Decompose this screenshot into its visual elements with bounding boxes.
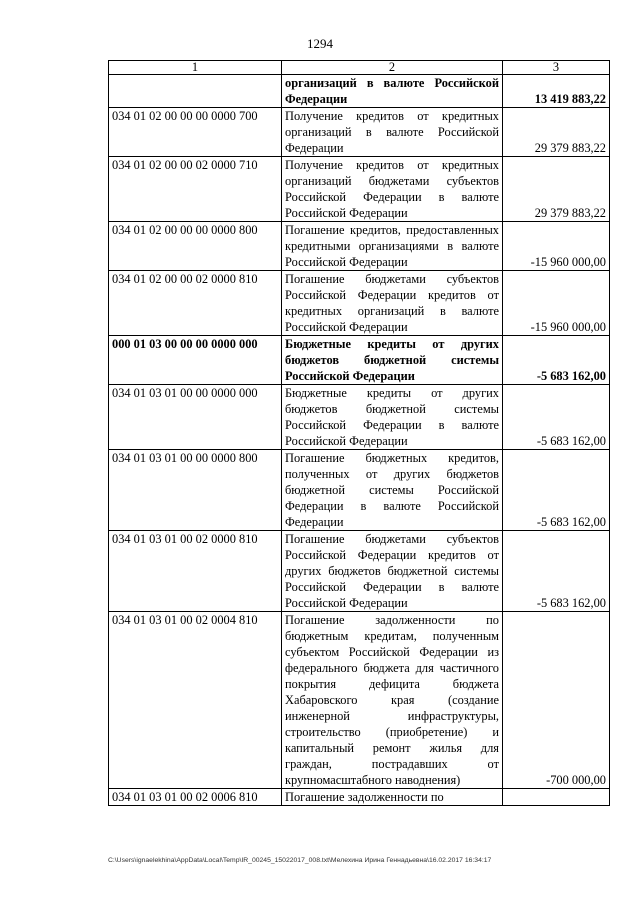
- budget-table: [108, 60, 610, 806]
- table-row: [109, 222, 610, 271]
- row-amount: 13 419 883,22: [503, 75, 610, 108]
- row-amount: -700 000,00: [503, 612, 610, 789]
- table-row: [109, 450, 610, 531]
- row-code: 000 01 03 00 00 00 0000 000: [109, 336, 282, 385]
- row-name: Погашение бюджетами субъектов Российской Федерации кредитов от кредитных организаций в валюте Российской Федерации: [282, 271, 503, 336]
- row-amount: 29 379 883,22: [503, 157, 610, 222]
- table-row: [109, 108, 610, 157]
- row-name: организаций в валюте Российской Федерации: [282, 75, 503, 108]
- row-amount: [503, 789, 610, 806]
- header-col-2: 2: [282, 61, 503, 75]
- row-code: 034 01 03 01 00 02 0004 810: [109, 612, 282, 789]
- row-amount: -15 960 000,00: [503, 222, 610, 271]
- row-name: Погашение бюджетами субъектов Российской Федерации кредитов от других бюджетов бюджетной системы Российской Федерации в валюте Российской Федерации: [282, 531, 503, 612]
- row-amount: -5 683 162,00: [503, 531, 610, 612]
- row-code: 034 01 03 01 00 00 0000 800: [109, 450, 282, 531]
- row-code: 034 01 02 00 00 00 0000 700: [109, 108, 282, 157]
- row-name: Погашение задолженности по бюджетным кредитам, полученным субъектом Российской Федерации из федерального бюджета для частичного покрытия дефицита бюджета Хабаровского края (создание инженерной инфраструктуры, строительство (приобретение) и капитальный ремонт жилья для граждан, пострадавших от крупномасштабного наводнения): [282, 612, 503, 789]
- row-code: 034 01 03 01 00 00 0000 000: [109, 385, 282, 450]
- row-name: Бюджетные кредиты от других бюджетов бюджетной системы Российской Федерации в валюте Российской Федерации: [282, 385, 503, 450]
- row-amount: -5 683 162,00: [503, 450, 610, 531]
- row-name: Погашение бюджетных кредитов, полученных от других бюджетов бюджетной системы Российской Федерации в валюте Российской Федерации: [282, 450, 503, 531]
- table-row: [109, 157, 610, 222]
- row-code: 034 01 02 00 00 00 0000 800: [109, 222, 282, 271]
- row-name: Погашение кредитов, предоставленных кредитными организациями в валюте Российской Федерации: [282, 222, 503, 271]
- page-number: 1294: [307, 36, 333, 51]
- row-amount: -5 683 162,00: [503, 385, 610, 450]
- file-path-footer: C:\Users\ignaelekhina\AppData\Local\Temp\IR_00245_15022017_008.txt\Мелехина Ирина Геннадьевна\16.02.2017 16:34:17: [108, 857, 492, 864]
- row-name: Погашение задолженности по: [282, 789, 503, 806]
- row-code: 034 01 03 01 00 02 0000 810: [109, 531, 282, 612]
- header-col-3: 3: [503, 61, 610, 75]
- row-code: [109, 75, 282, 108]
- table-row: [109, 336, 610, 385]
- row-name: Бюджетные кредиты от других бюджетов бюджетной системы Российской Федерации: [282, 336, 503, 385]
- row-name: Получение кредитов от кредитных организаций в валюте Российской Федерации: [282, 108, 503, 157]
- table-row: [109, 612, 610, 789]
- row-name: Получение кредитов от кредитных организаций бюджетами субъектов Российской Федерации в валюте Российской Федерации: [282, 157, 503, 222]
- table-row: [109, 271, 610, 336]
- header-col-1: 1: [109, 61, 282, 75]
- table-row: [109, 385, 610, 450]
- row-amount: 29 379 883,22: [503, 108, 610, 157]
- table-header-row: [109, 61, 610, 75]
- row-code: 034 01 03 01 00 02 0006 810: [109, 789, 282, 806]
- row-code: 034 01 02 00 00 02 0000 810: [109, 271, 282, 336]
- row-amount: -15 960 000,00: [503, 271, 610, 336]
- table-row: [109, 531, 610, 612]
- table-row: [109, 75, 610, 108]
- table-row: [109, 789, 610, 806]
- row-code: 034 01 02 00 00 02 0000 710: [109, 157, 282, 222]
- row-amount: -5 683 162,00: [503, 336, 610, 385]
